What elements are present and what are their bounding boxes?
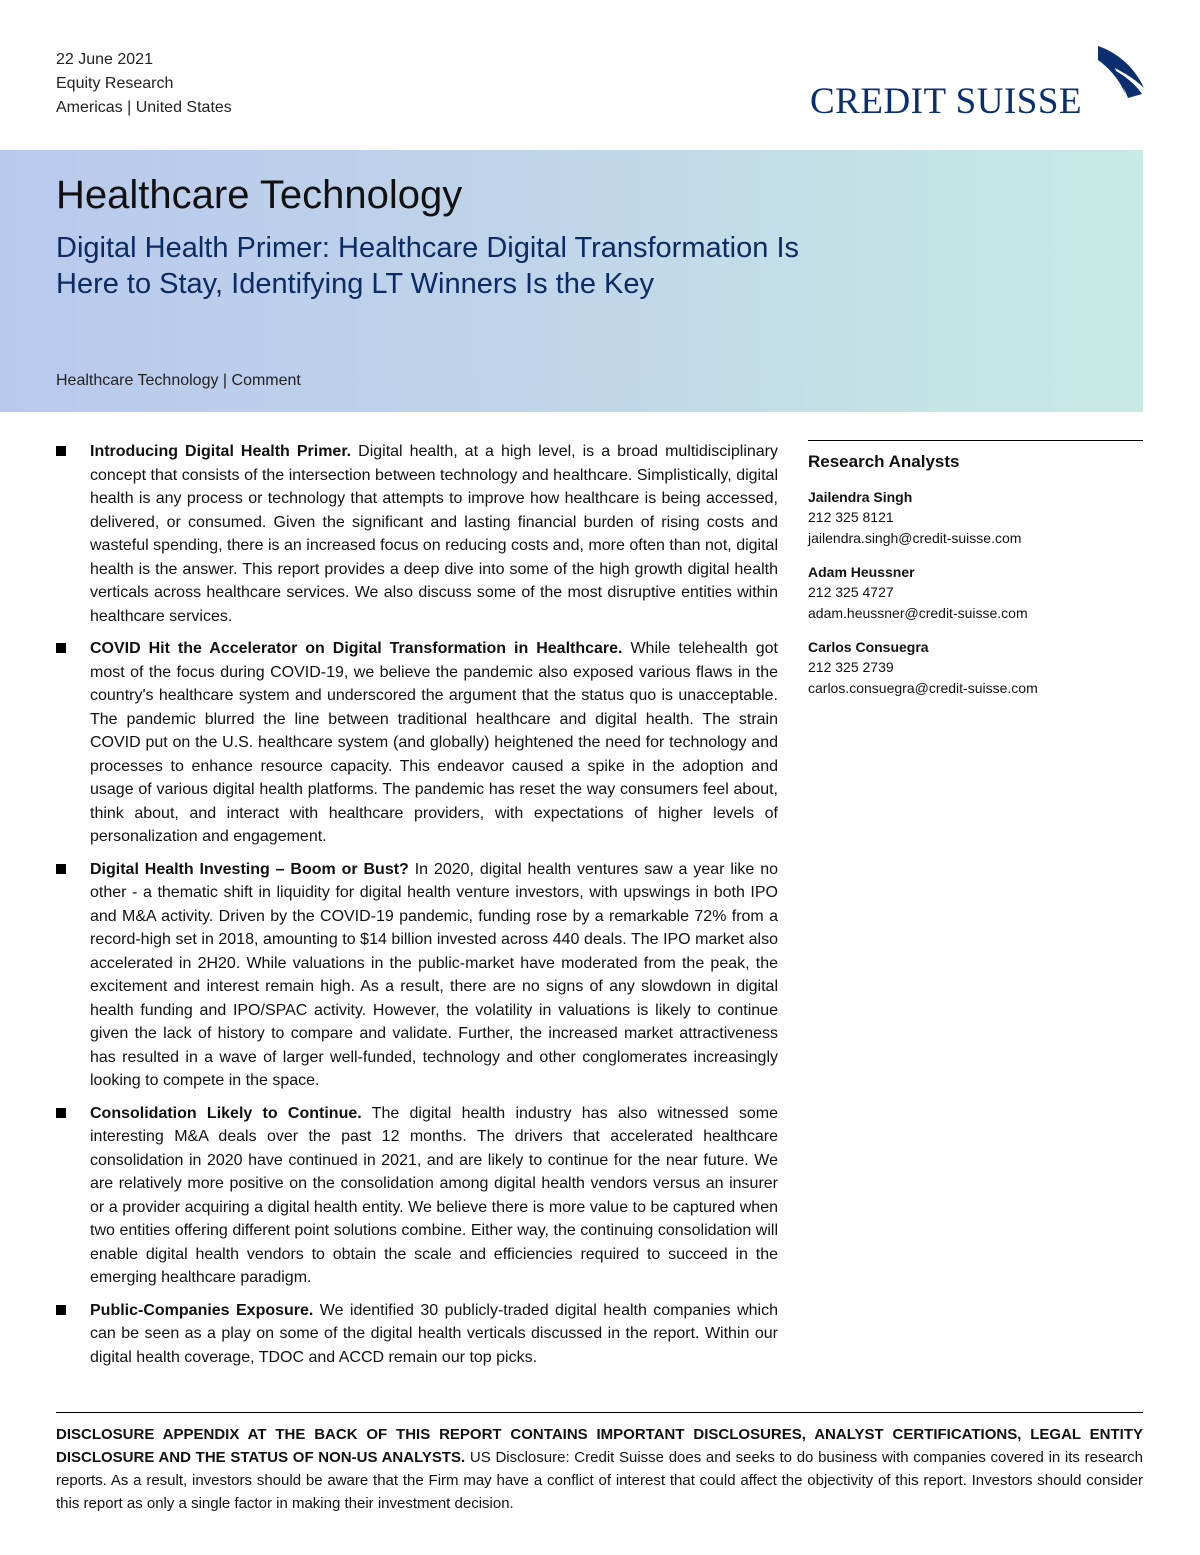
bullet-heading: COVID Hit the Accelerator on Digital Transformation in Healthcare. [90, 640, 623, 657]
analyst-card [808, 637, 1143, 699]
bullet-body: The digital health industry has also witnessed some interesting M&A deals over the past 12 months. The drivers that accelerated healthcare consolidation in 2020 have continued in 2021, and are likely to continue for the near future. We are relatively more positive on the consolidation among digital health vendors versus an insurer or a provider acquiring a digital health entity. We believe there is more value to be captured when two entities offering different point solutions combine. Either way, the continuing consolidation will enable digital health vendors to obtain the scale and efficiencies required to succeed in the emerging healthcare paradigm. [90, 1104, 779, 1286]
bullet-item [56, 1299, 778, 1370]
bullet-item [56, 440, 778, 628]
analyst-email[interactable]: adam.heussner@credit-suisse.com [808, 605, 1028, 621]
square-bullet-icon [56, 1305, 66, 1315]
main-content [56, 440, 778, 1378]
report-date: 22 June 2021 [56, 51, 153, 68]
square-bullet-icon [56, 446, 66, 456]
analyst-card [808, 487, 1143, 549]
bullet-heading: Consolidation Likely to Continue. [90, 1104, 362, 1122]
page-subtitle: Digital Health Primer: Healthcare Digital Transformation Is Here to Stay, Identifying LT Winners Is the Key [56, 232, 799, 300]
disclosure-text: US Disclosure: Credit Suisse does and seeks to do business with companies covered in its research reports. As a result, investors should be aware that the Firm may have a conflict of interest that could affect the objectivity of this report. Investors should consider this report as only a single factor in making their investment decision. [56, 1449, 1143, 1512]
analyst-phone: 212 325 4727 [808, 584, 894, 600]
analyst-email[interactable]: jailendra.singh@credit-suisse.com [808, 530, 1022, 546]
title-banner [0, 150, 1143, 412]
bullet-item [56, 637, 778, 849]
analyst-name: Carlos Consuegra [808, 639, 929, 655]
analyst-phone: 212 325 8121 [808, 509, 894, 525]
bullet-item [56, 1102, 778, 1290]
sail-logo-icon [1076, 44, 1146, 100]
disclosure-footer [56, 1412, 1143, 1515]
square-bullet-icon [56, 864, 66, 874]
logo-wordmark: CREDIT SUISSE [810, 81, 1083, 122]
square-bullet-icon [56, 1108, 66, 1118]
report-meta [56, 48, 232, 120]
bullet-heading: Digital Health Investing – Boom or Bust? [90, 860, 409, 878]
analysts-title: Research Analysts [808, 452, 960, 471]
square-bullet-icon [56, 643, 66, 653]
bullet-body: While telehealth got most of the focus during COVID-19, we believe the pandemic also exposed various flaws in the country's healthcare system and underscored the argument that the status quo is unacceptable. The pandemic blurred the line between traditional healthcare and digital health. The strain COVID put on the U.S. healthcare system (and globally) heightened the need for technology and processes to enhance resource capacity. This endeavor caused a spike in the adoption and usage of various digital health platforms. The pandemic has reset the way consumers feel about, think about, and interact with healthcare providers, with expectations of higher levels of personalization and engagement. [90, 640, 778, 845]
analyst-email[interactable]: carlos.consuegra@credit-suisse.com [808, 680, 1038, 696]
report-region: Americas | United States [56, 99, 232, 116]
report-category: Healthcare Technology | Comment [56, 372, 301, 389]
bullet-body: Digital health, at a high level, is a broad multidisciplinary concept that consists of the intersection between technology and healthcare. Simplistically, digital health is any process or technology that attempts to improve how healthcare is being accessed, delivered, or consumed. Given the significant and lasting financial burden of rising costs and wasteful spending, there is an increased focus on reducing costs and, more often than not, digital health is the answer. This report provides a deep dive into some of the high growth digital health verticals across healthcare services. We also discuss some of the most disruptive entities within healthcare services. [90, 443, 778, 625]
research-analysts-panel [808, 440, 1143, 712]
analyst-card [808, 562, 1143, 624]
disclosure-bold: DISCLOSURE APPENDIX AT THE BACK OF THIS REPORT CONTAINS IMPORTANT DISCLOSURES, ANALYST CERTIFICATIONS, LEGAL ENTITY DISCLOSURE AND THE STATUS OF NON-US ANALYSTS. [56, 1426, 1143, 1466]
page-title: Healthcare Technology [56, 173, 463, 217]
analyst-name: Jailendra Singh [808, 489, 913, 505]
credit-suisse-logo [806, 44, 1146, 126]
bullet-heading: Public-Companies Exposure. [90, 1301, 314, 1319]
analyst-name: Adam Heussner [808, 564, 915, 580]
report-department: Equity Research [56, 75, 174, 92]
bullet-heading: Introducing Digital Health Primer. [90, 443, 352, 460]
bullet-body: In 2020, digital health ventures saw a year like no other - a thematic shift in liquidity for digital health venture investors, with upswings in both IPO and M&A activity. Driven by the COVID-19 pandemic, funding rose by a remarkable 72% from a record-high set in 2018, amounting to $14 billion invested across 440 deals. The IPO market also accelerated in 2H20. While valuations in the public-market have moderated from the peak, the excitement and interest remain high. As a result, there are no signs of any slowdown in digital health funding and IPO/SPAC activity. However, the volatility in valuations is likely to continue given the lack of history to compare and validate. Further, the increased market attractiveness has resulted in a wave of larger well-funded, technology and other conglomerates increasingly looking to compete in the space. [90, 860, 778, 1089]
bullet-body: We identified 30 publicly-traded digital health companies which can be seen as a play on some of the digital health verticals discussed in the report. Within our digital health coverage, TDOC and ACCD remain our top picks. [90, 1301, 778, 1366]
bullet-item [56, 858, 778, 1093]
analyst-phone: 212 325 2739 [808, 659, 894, 675]
